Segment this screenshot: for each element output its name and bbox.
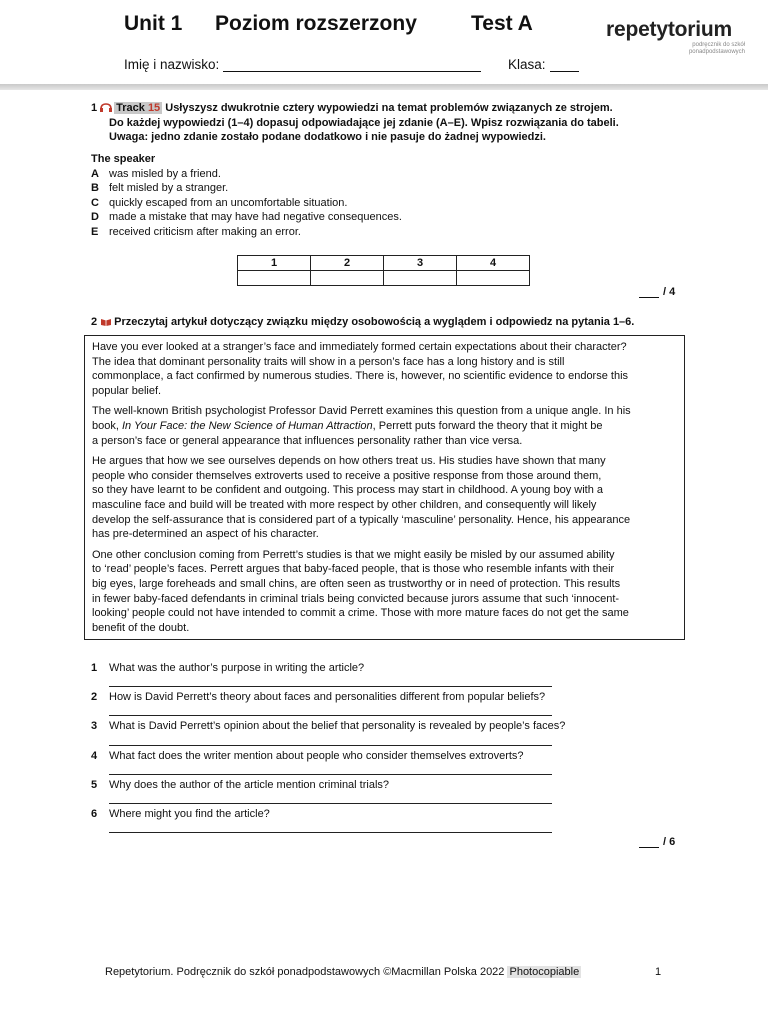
option-letter: D: [91, 211, 99, 223]
article-line: so they have learnt to be confident and outgoing. This process may start in childhood. A young boy with a: [92, 484, 604, 497]
answer-table-input-row: [238, 271, 530, 286]
track-number: 15: [147, 102, 161, 114]
article-line: develop the self-assurance that is considered part of a typically ‘masculine’ personality. Hence, his appearance: [92, 513, 631, 526]
answer-line-2[interactable]: [109, 715, 552, 716]
question-number: 3: [91, 720, 98, 732]
task1-score-blank[interactable]: [639, 287, 659, 298]
class-field: [508, 57, 579, 72]
task2-score: [639, 836, 675, 848]
option-text: received criticism after making an error.: [109, 226, 301, 238]
article-line: masculine face and build will be treated with more respect by other children, and consequently will likely: [92, 498, 597, 511]
track-badge: [114, 102, 162, 114]
option-letter: A: [91, 168, 99, 180]
name-label: Imię i nazwisko:: [124, 57, 220, 72]
question-number: 4: [91, 750, 98, 762]
logo-sub-line-2: ponadpodstawowych: [688, 49, 745, 55]
question-6: [91, 807, 270, 821]
question-text: What fact does the writer mention about people who consider themselves extroverts?: [109, 750, 524, 762]
option-c: [91, 196, 347, 211]
question-1: [91, 661, 364, 675]
option-d: [91, 210, 402, 225]
article-line: looking’ people could not have intended to commit a crime. Those with more mature faces do not get the same: [92, 607, 629, 620]
option-text: felt misled by a stranger.: [109, 182, 229, 194]
page-number: 1: [655, 966, 662, 978]
task1-score-max: / 4: [663, 286, 676, 298]
book-title: In Your Face: the New Science of Human Attraction: [121, 419, 373, 432]
question-number: 6: [91, 808, 98, 820]
article-line: in fewer baby-faced defendants in criminal trials being convicted because jurors assume that such ‘innocent-: [92, 592, 620, 605]
class-blank[interactable]: [550, 58, 579, 72]
answer-cell-1[interactable]: [238, 271, 311, 286]
question-number: 5: [91, 779, 98, 791]
question-text: Where might you find the article?: [109, 808, 270, 820]
answer-header-3: 3: [384, 256, 457, 271]
answer-header-2: 2: [311, 256, 384, 271]
track-label: Track: [116, 102, 145, 114]
article-line: Have you ever looked at a stranger’s face and immediately formed certain expectations about their character?: [92, 341, 627, 353]
task2-instruction-line: [91, 315, 634, 330]
task2-instruction: Przeczytaj artykuł dotyczący związku między osobowością a wyglądem i odpowiedz na pytania 1–6.: [114, 316, 635, 328]
article-paragraph-3: [92, 454, 676, 542]
name-blank[interactable]: [223, 58, 481, 72]
answer-line-3[interactable]: [109, 745, 552, 746]
question-number: 1: [91, 662, 98, 674]
option-a: [91, 167, 221, 182]
option-e: [91, 225, 301, 240]
option-letter: E: [91, 226, 99, 238]
article-line: to ‘read’ people’s faces. Perrett argues that baby-faced people, that is those who resemble infants with their: [92, 563, 615, 576]
question-2: [91, 690, 545, 704]
task1-instruction-line1: [91, 101, 613, 116]
article-line: benefit of the doubt.: [92, 621, 190, 634]
question-text: Why does the author of the article mention criminal trials?: [109, 779, 390, 791]
article-line: popular belief.: [92, 384, 162, 397]
task1-number: 1: [91, 102, 98, 114]
header-divider: [0, 84, 768, 90]
task1-instruction-2: Do każdej wypowiedzi (1–4) dopasuj odpowiadające jej zdanie (A–E). Wpisz rozwiązania do tabeli.: [109, 117, 619, 129]
question-number: 2: [91, 691, 98, 703]
headset-icon: [100, 103, 112, 112]
answer-cell-3[interactable]: [384, 271, 457, 286]
answer-line-4[interactable]: [109, 774, 552, 775]
article-line: The idea that dominant personality traits will show in a person’s face has a long history and is still: [92, 355, 565, 368]
answer-header-1: 1: [238, 256, 311, 271]
article-line: people who consider themselves extroverts used to receive a positive response from those around them,: [92, 469, 602, 482]
logo-sub-line-1: podręcznik do szkół: [692, 42, 745, 48]
article-line: He argues that how we see ourselves depends on how others treat us. His studies have shown that many: [92, 455, 606, 468]
task2-score-blank[interactable]: [639, 837, 659, 848]
article-line: big eyes, large foreheads and small chins, are often seen as trustworthy or in need of protection. This results: [92, 577, 621, 590]
book-icon: [100, 317, 112, 326]
article-box: [84, 335, 685, 640]
article-line: a person’s face or general appearance that influences personality rather than vice versa.: [92, 434, 523, 447]
option-letter: C: [91, 197, 99, 209]
answer-cell-2[interactable]: [311, 271, 384, 286]
article-paragraph-4: [92, 548, 676, 636]
article-paragraph-1: [92, 340, 676, 398]
article-line: has pre-determined an aspect of his character.: [92, 528, 319, 541]
question-text: What was the author’s purpose in writing the article?: [109, 662, 365, 674]
answer-header-4: 4: [457, 256, 530, 271]
article-line: , Perrett puts forward the theory that it might be: [372, 419, 603, 432]
option-text: was misled by a friend.: [109, 168, 221, 180]
question-text: What is David Perrett’s opinion about the belief that personality is revealed by people’s faces?: [109, 720, 566, 732]
answer-cell-4[interactable]: [457, 271, 530, 286]
answer-line-6[interactable]: [109, 832, 552, 833]
task2-score-max: / 6: [663, 836, 676, 848]
name-field: [124, 57, 481, 72]
photocopiable-label: Photocopiable: [509, 966, 580, 978]
option-b: [91, 181, 228, 196]
article-line: One other conclusion coming from Perrett’s studies is that we might easily be misled by our assumed ability: [92, 548, 615, 561]
answer-line-5[interactable]: [109, 803, 552, 804]
task2-number: 2: [91, 316, 98, 328]
article-line: commonplace, a fact confirmed by numerous studies. There is, however, no scientific evidence to endorse this: [92, 370, 629, 383]
option-letter: B: [91, 182, 99, 194]
task1-score: [639, 286, 675, 298]
option-text: made a mistake that may have had negative consequences.: [109, 211, 402, 223]
class-label: Klasa:: [508, 57, 546, 72]
question-4: [91, 749, 524, 763]
footer: [105, 966, 581, 978]
question-text: How is David Perrett’s theory about faces and personalities different from popular beliefs?: [109, 691, 546, 703]
option-text: quickly escaped from an uncomfortable situation.: [109, 197, 348, 209]
test-title: Test A: [471, 12, 533, 35]
article-paragraph-2: [92, 404, 676, 448]
answer-table: [237, 255, 530, 286]
article-line: book,: [92, 419, 122, 432]
question-3: [91, 719, 565, 733]
task1-stem: The speaker: [91, 153, 156, 165]
task1-instruction-3: Uwaga: jedno zdanie zostało podane dodatkowo i nie pasuje do żadnej wypowiedzi.: [109, 131, 546, 143]
article-line: The well-known British psychologist Professor David Perrett examines this question from a unique angle. In his: [92, 405, 631, 418]
footer-text: Repetytorium. Podręcznik do szkół ponadpodstawowych ©Macmillan Polska 2022: [105, 966, 505, 978]
repetytorium-logo: [606, 18, 751, 56]
unit-title: Unit 1: [124, 12, 183, 35]
task1-instruction-1: Usłyszysz dwukrotnie cztery wypowiedzi na temat problemów związanych ze strojem.: [165, 102, 613, 114]
answer-line-1[interactable]: [109, 686, 552, 687]
level-title: Poziom rozszerzony: [215, 12, 417, 35]
question-5: [91, 778, 389, 792]
logo-main-text: repetytorium: [606, 18, 732, 41]
answer-table-header-row: [238, 256, 530, 271]
